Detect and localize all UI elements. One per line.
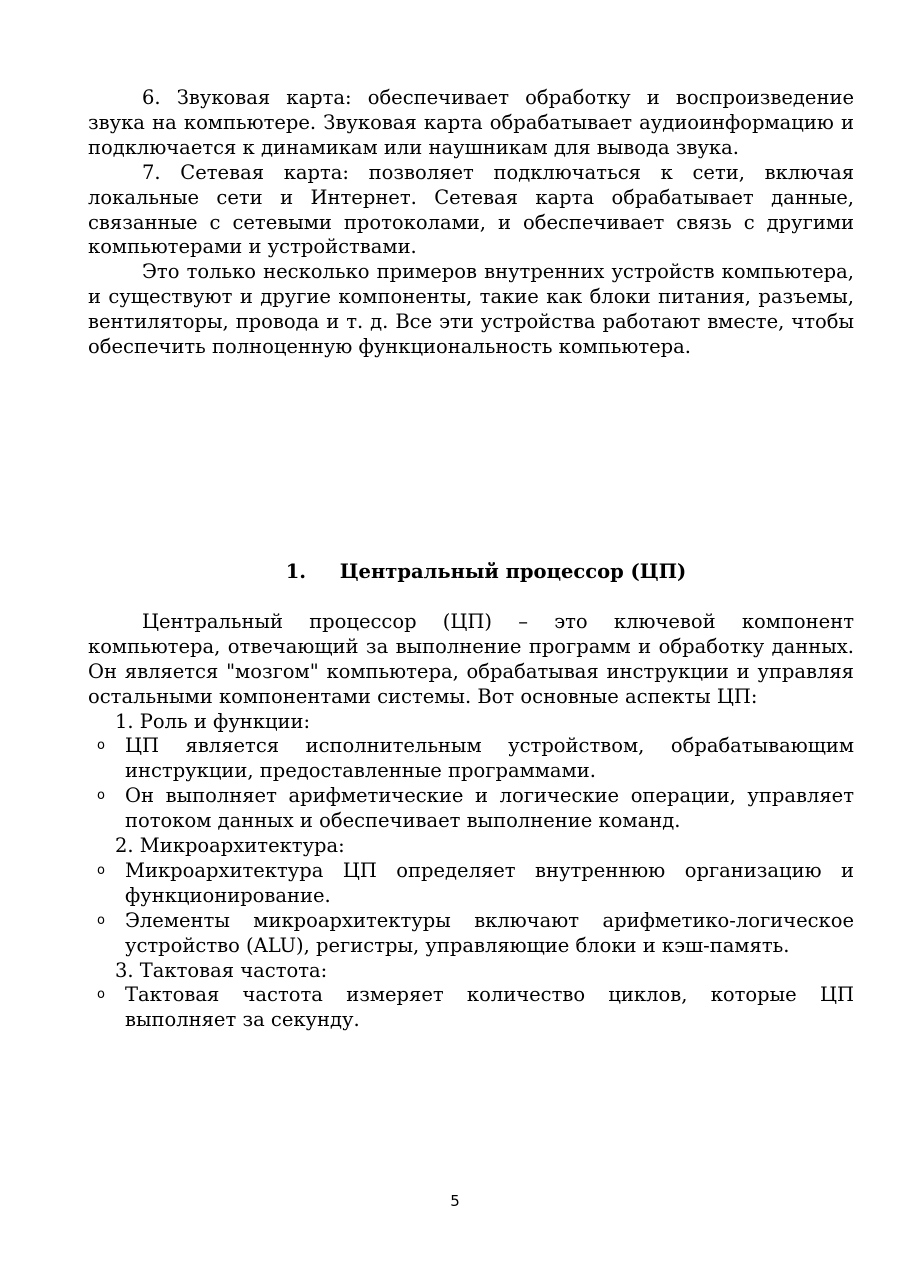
section-number: 1.: [285, 559, 307, 583]
section-title: Центральный процессор (ЦП): [339, 559, 687, 583]
paragraph-network-card: 7. Сетевая карта: позволяет подключаться к сети, включая локальные сети и Интернет. Сетевая карта обрабатывает данные, связанные с сетевыми протоколами, и обеспечивает связь с другими компьютерами и устройствами.: [88, 160, 854, 259]
section-intro: Центральный процессор (ЦП) – это ключевой компонент компьютера, отвечающий за выполнение программ и обработку данных. Он является "мозгом" компьютера, обрабатывая инструкции и управляя остальными компонентами системы. Вот основные аспекты ЦП:: [88, 609, 854, 708]
list-item-text: Тактовая частота измеряет количество циклов, которые ЦП выполняет за секунду.: [125, 983, 854, 1032]
list-heading-clock-speed: 3. Тактовая частота:: [115, 958, 328, 982]
bullet-icon: o: [97, 738, 105, 754]
paragraph-sound-card: 6. Звуковая карта: обеспечивает обработку и воспроизведение звука на компьютере. Звуковая карта обрабатывает аудиоинформацию и подключается к динамикам или наушникам для вывода звука.: [88, 86, 854, 159]
bullet-icon: o: [97, 788, 105, 804]
bullet-icon: o: [97, 862, 105, 878]
list-item: [88, 983, 854, 1033]
page-number: 5: [450, 1192, 460, 1210]
paragraph-summary: Это только несколько примеров внутренних устройств компьютера, и существуют и другие компоненты, такие как блоки питания, разъемы, вентиляторы, провода и т. д. Все эти устройства работают вместе, чтобы обеспечить полноценную функциональность компьютера.: [88, 260, 854, 359]
list-item-text: Микроархитектура ЦП определяет внутреннюю организацию и функционирование.: [125, 858, 854, 907]
list-heading-microarchitecture: 2. Микроархитектура:: [115, 834, 345, 858]
section-heading: [88, 560, 854, 585]
list-item-text: Элементы микроархитектуры включают арифметико-логическое устройство (ALU), регистры, управляющие блоки и кэш-память.: [125, 908, 854, 957]
bullet-icon: o: [97, 987, 105, 1003]
list-item: [88, 909, 854, 959]
bullet-icon: o: [97, 912, 105, 928]
list-heading-role: 1. Роль и функции:: [115, 709, 311, 733]
list-item-text: Он выполняет арифметические и логические операции, управляет потоком данных и обеспечивает выполнение команд.: [125, 784, 854, 833]
document-page: [88, 86, 854, 1033]
list-item: [88, 734, 854, 784]
list-item: [88, 859, 854, 909]
list-item: [88, 784, 854, 834]
blank-space: [88, 360, 854, 560]
list-item-text: ЦП является исполнительным устройством, обрабатывающим инструкции, предоставленные программами.: [125, 734, 854, 783]
